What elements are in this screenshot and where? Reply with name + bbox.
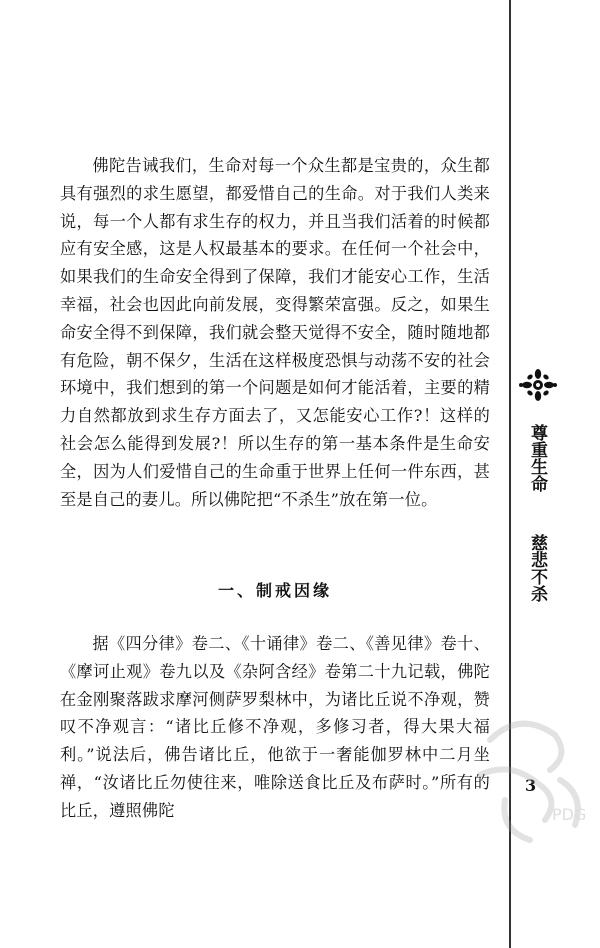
watermark-text: PDG: [552, 805, 587, 824]
second-text-block: [60, 630, 490, 825]
floral-ornament-icon: [518, 368, 558, 402]
watermark-stamp-icon: [460, 700, 600, 860]
running-title: [523, 414, 551, 612]
running-title-part-2: 慈悲不杀: [527, 534, 547, 602]
running-title-part-1: 尊重生命: [527, 424, 547, 492]
main-text-block: [60, 152, 490, 513]
page-number: 3: [525, 776, 537, 795]
paragraph-precept-origin: 据《四分律》卷二、《十诵律》卷二、《善见律》卷十、《摩诃止观》卷九以及《杂阿含经》卷第二十九记载，佛陀在金刚聚落跋求摩河侧萨罗梨林中，为诸比丘说不净观，赞叹不净观言：“诸比丘修不净观，多修习者，得大果大福利。”说法后，佛告诸比丘，他欲于一奢能伽罗林中二月坐禅，“汝诸比丘勿使往来，唯除送食比丘及布萨时。”所有的比丘，遵照佛陀: [60, 634, 490, 820]
section-heading: 一、制戒因缘: [217, 581, 332, 600]
running-title-gap: [523, 502, 551, 524]
paragraph-intro: 佛陀告诫我们，生命对每一个众生都是宝贵的，众生都具有强烈的求生愿望，都爱惜自己的生命。对于我们人类来说，每一个人都有求生存的权力，并且当我们活着的时候都应有安全感，这是人权最基本的要求。在任何一个社会中，如果我们的生命安全得到了保障，我们才能安心工作，生活幸福，社会也因此向前发展，变得繁荣富强。反之，如果生命安全得不到保障，我们就会整天觉得不安全，随时随地都有危险，朝不保夕，生活在这样极度恐惧与动荡不安的社会环境中，我们想到的第一个问题是如何才能活着，主要的精力自然都放到求生存方面去了，又怎能安心工作?！这样的社会怎么能得到发展?！所以生存的第一基本条件是生命安全，因为人们爱惜自己的生命重于世界上任何一件东西，甚至是自己的妻儿。所以佛陀把“不杀生”放在第一位。: [60, 156, 490, 509]
